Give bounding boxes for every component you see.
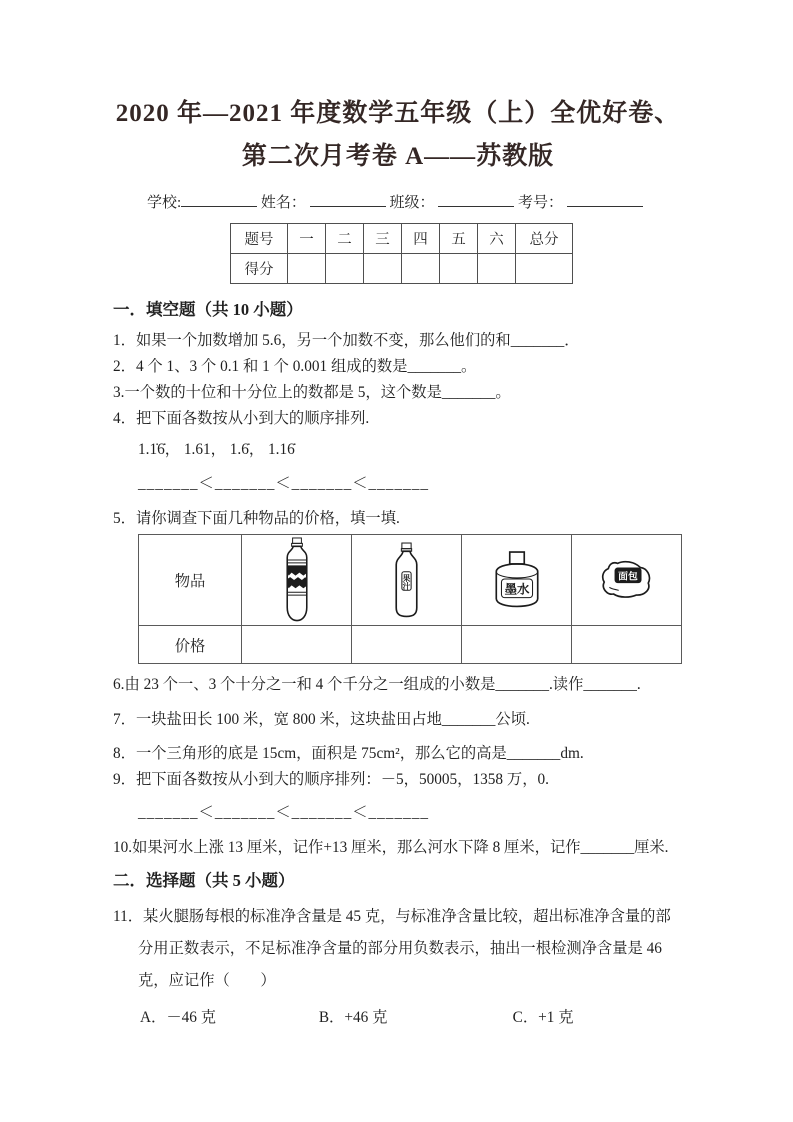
ink-bottle-label: 墨水 [504,582,529,597]
question-6: 6.由 23 个一、3 个十分之一和 4 个千分之一组成的小数是_______.读作_______. [113,676,641,693]
price-cell-empty [462,626,572,664]
option-a: A．－46 克 [140,1009,217,1026]
score-header-cell: 题号 [231,224,288,254]
question-2: 2．4 个 1、3 个 0.1 和 1 个 0.001 组成的数是_______。 [113,358,477,375]
school-label: 学校: [147,195,182,211]
question-1: 1．如果一个加数增加 5.6，另一个加数不变，那么他们的和_______． [113,332,580,349]
score-cell-empty [364,254,402,284]
section-fill-heading: 一．填空题（共 10 小题） [113,300,303,319]
score-cell-empty [326,254,364,284]
section-choice-heading: 二．选择题（共 5 小题） [113,871,295,890]
class-field [389,191,514,212]
student-info-line [113,191,683,212]
score-header-cell: 六 [478,224,516,254]
school-blank [181,192,257,207]
exam-title-line1: 2020 年—2021 年度数学五年级（上）全优好卷、 [115,100,681,127]
soda-bottle-icon [242,537,351,623]
juice-bottle-label: 果汁 [402,574,411,590]
ink-bottle-icon [462,551,571,609]
price-cell-empty [242,626,352,664]
score-row-label: 得分 [231,254,288,284]
price-row-label: 价格 [139,626,242,664]
exam-no-label: 考号： [517,195,563,211]
score-header-cell: 三 [364,224,402,254]
question-4-numbers: 1.1̇6̇， 1.61， 1.6̇， 1.16̇ [138,441,295,458]
class-label: 班级： [389,195,435,211]
score-header-cell: 一 [288,224,326,254]
option-b: B．+46 克 [318,1009,388,1026]
score-header-cell: 五 [440,224,478,254]
name-label: 姓名： [260,195,306,211]
option-c: C．+1 克 [512,1009,574,1026]
price-row [139,626,682,664]
question-9-answer-blanks: _______＜_______＜_______＜_______ [138,804,430,821]
juice-bottle-icon [352,542,461,618]
question-9: 9．把下面各数按从小到大的顺序排列：－5，50005，1358 万，0. [113,771,549,788]
price-cell-empty [572,626,682,664]
score-table-header-row [231,224,573,254]
item-row-label: 物品 [139,535,242,626]
score-header-cell: 二 [326,224,364,254]
exam-no-field [518,191,643,212]
question-4-answer-blanks: _______＜_______＜_______＜_______ [138,475,430,492]
question-10: 10.如果河水上涨 13 厘米，记作+13 厘米，那么河水下降 8 厘米，记作_______厘米. [113,839,669,856]
item-cell-bread [572,535,682,626]
score-cell-empty [402,254,440,284]
question-8: 8．一个三角形的底是 15cm，面积是 75cm²，那么它的高是_______dm. [113,745,584,762]
question-3: 3.一个数的十位和十分位上的数都是 5，这个数是_______。 [113,384,511,401]
item-cell-ink [462,535,572,626]
bread-bag-label: 面包 [617,571,638,583]
score-table-score-row [231,254,573,284]
item-row [139,535,682,626]
item-price-table [138,534,682,664]
score-header-cell: 总分 [516,224,573,254]
name-blank [310,192,386,207]
item-cell-soda [242,535,352,626]
question-11-options [113,1007,683,1029]
exam-no-blank [567,192,643,207]
class-blank [438,192,514,207]
exam-title-line2: 第二次月考卷 A——苏教版 [241,143,555,170]
score-header-cell: 四 [402,224,440,254]
score-cell-empty [440,254,478,284]
item-cell-juice [352,535,462,626]
score-cell-empty [478,254,516,284]
question-7: 7．一块盐田长 100 米，宽 800 米，这块盐田占地_______公顷. [113,711,530,728]
score-cell-empty [288,254,326,284]
score-table [230,223,573,284]
name-field [261,191,386,212]
question-11: 11．某火腿肠每根的标准净含量是 45 克，与标准净含量比较，超出标准净含量的部分用正数表示，不足标准净含量的部分用负数表示，抽出一根检测净含量是 46 克，应记作（ ） [113,908,671,989]
question-4: 4．把下面各数按从小到大的顺序排列. [113,410,370,427]
price-cell-empty [352,626,462,664]
score-cell-empty [516,254,573,284]
bread-bag-icon [572,558,681,602]
school-field [147,191,257,212]
question-5: 5．请你调查下面几种物品的价格，填一填. [113,510,400,527]
